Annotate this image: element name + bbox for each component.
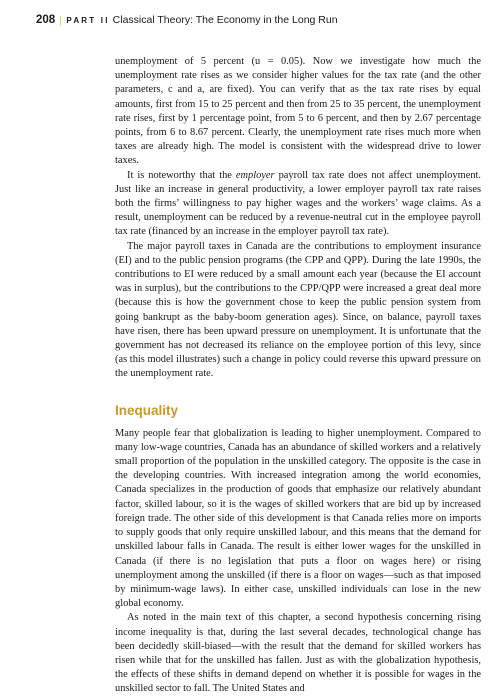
body-text — [115, 55, 481, 697]
paragraph-text: It is noteworthy that the — [127, 169, 236, 181]
page-header — [36, 14, 480, 27]
paragraph-employer-payroll-tax — [115, 169, 481, 240]
running-title: Classical Theory: The Economy in the Long Run — [112, 14, 338, 26]
part-label: PART II — [66, 16, 110, 25]
paragraph-globalization: Many people fear that globalization is leading to higher unemployment. Compared to many low-wage countries, Canada has an abundance of skilled workers and a relatively small proportion of the population in the unskilled category. The opposite is the case in the developing countries. With increased integration among the world economies, Canada specializes in the production of goods that emphasize our relatively abundant factor, skilled labour, so it is the wages of skilled workers that are bid up by increased foreign trade. The other side of this development is that Canada relies more on imports to supply goods that only require unskilled labour, and this means that the demand for unskilled labour falls in Canada. The result is either lower wages for the unskilled in Canada (if there is no legislation that puts a floor on wages here) or rising unemployment among the unskilled (if there is a floor on wages—such as that imposed by minimum-wage laws). In either case, unskilled individuals can lose in the new global economy. — [115, 427, 481, 610]
header-separator: | — [59, 14, 62, 26]
section-heading-inequality: Inequality — [115, 402, 179, 418]
page-number: 208 — [36, 14, 56, 26]
paragraph-tax-rate: unemployment of 5 percent (u = 0.05). Now we investigate how much the unemployment rate rises as we consider higher values for the tax rate (and the other parameters, c and a, are fixed). You can verify that as the tax rate rises by equal amounts, first from 15 to 25 percent and then from 25 to 35 percent, the unemployment rate rises, first by 1 percentage point, from 5 to 6 percent, and then by 2.67 percentage points, from 6 to 8.67 percent. Clearly, the unemployment rate rises much more when taxes are already high. The model is consistent with the widespread drive to lower taxes. — [115, 56, 481, 167]
paragraph-technological-change: As noted in the main text of this chapter, a second hypothesis concerning rising income inequality is that, during the last several decades, technological change has been decidedly skill-biased—with the result that the demand for skilled workers has risen while that for the unskilled has fallen. Just as with the globalization hypothesis, the effects of these shifts in demand depend on whether it is possible for wages in the unskilled sector to fall. The United States and — [115, 612, 481, 695]
emphasis-employer: employer — [235, 169, 275, 181]
paragraph-payroll-taxes-canada: The major payroll taxes in Canada are the contributions to employment insurance (EI) and to the public pension programs (the CPP and QPP). During the late 1990s, the contributions to EI were reduced by a small amount each year (because the EI account was in surplus), but the contributions to the CPP/QPP were increased a great deal more (because this is how the government chose to keep the public pension system from going bankrupt as the baby-boom generation ages). Since, on balance, payroll taxes have risen, there has been upward pressure on unemployment. It is unfortunate that the government has not decreased its reliance on the employee portion of this levy, since (as this model illustrates) such a change in policy could reverse this upward pressure on the unemployment rate. — [115, 240, 481, 380]
paragraph-text: payroll tax rate does not affect unemployment. Just like an increase in general productivity, a lower employer payroll tax rate raises both the firms’ willingness to pay higher wages and the workers’ wage claims. As a result, unemployment can be reduced by a revenue-neutral cut in the employee payroll tax rate (financed by an increase in the employer payroll tax rate). — [115, 169, 482, 238]
